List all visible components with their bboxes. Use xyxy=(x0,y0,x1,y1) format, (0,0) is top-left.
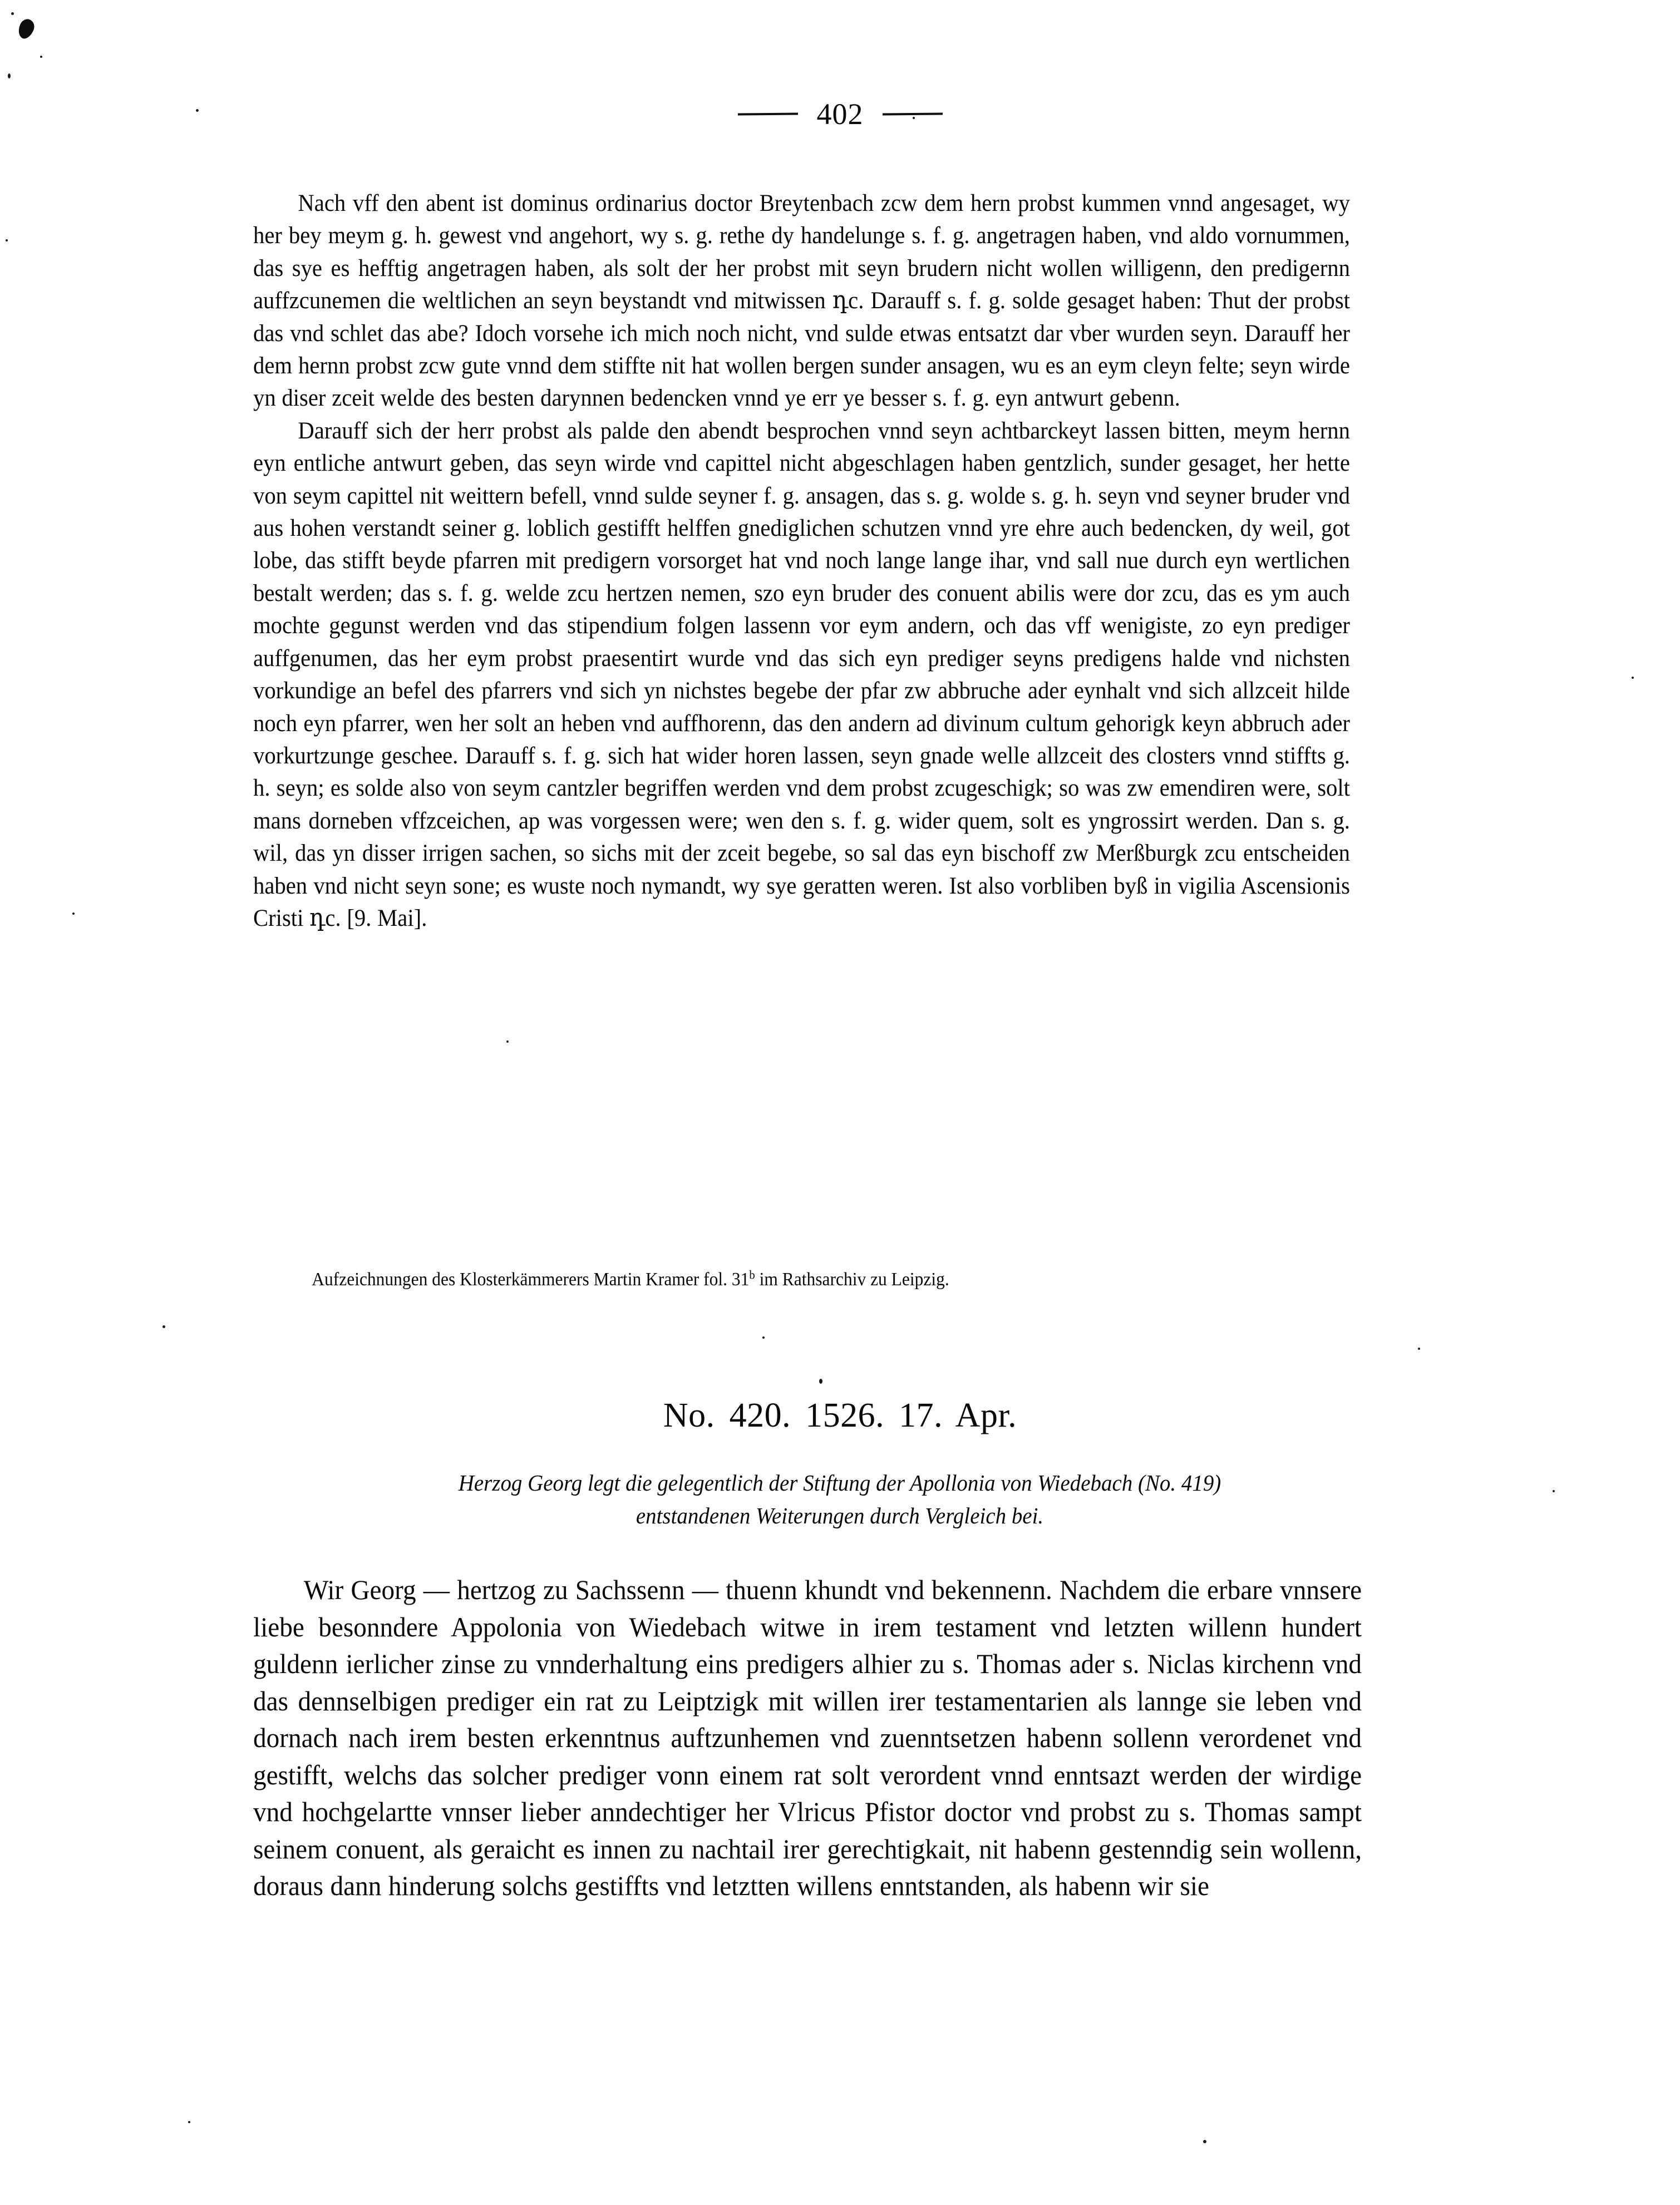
runhead-rule-left xyxy=(737,113,797,116)
scan-speck xyxy=(11,12,14,15)
scan-speck xyxy=(506,1040,509,1043)
document-420-heading: No. 420. 1526. 17. Apr. xyxy=(663,1397,1017,1434)
scan-speck xyxy=(162,1325,165,1328)
document-420-regest xyxy=(283,1467,1397,1532)
scan-speck xyxy=(188,2121,190,2123)
scan-speck xyxy=(819,1379,822,1384)
paragraph: Nach vff den abent ist dominus ordinarius doctor Breytenbach zcw dem hern probst kummen vnnd angesaget, wy her bey meym g. h. gewest vnd angehort, wy s. g. rethe dy handelunge s. f. g. angetragen haben, vnd aldo vornummen, das sye es hefftig angetragen haben, als solt der her probst mit seyn brudern nicht wollen willigenn, den predigernn auffzcunemen die weltlichen an seyn beystandt vnd mitwissen դc. Darauff s. f. g. solde gesaget haben: Thut der probst das vnd schlet das abe? Idoch vorsehe ich mich noch nicht, vnd sulde etwas entsatzt dar vber wurden seyn. Darauff her dem hernn probst zcw gute vnnd dem stiffte nit hat wollen bergen sunder ansagen, wu es an eym cleyn felte; seyn wirde yn diser zceit welde des besten darynnen bedencken vnnd ye err ye besser s. f. g. eyn antwurt gebenn. xyxy=(253,190,1350,412)
scan-speck xyxy=(762,1336,765,1339)
scan-speck xyxy=(72,912,75,915)
regest-line: Herzog Georg legt die gelegentlich der Stiftung der Apollonia von Wiedebach (No. 419) xyxy=(458,1470,1221,1496)
document-419-body xyxy=(253,187,1350,934)
ink-blot-artifact xyxy=(16,17,37,41)
source-citation-text: Aufzeichnungen des Klosterkämmerers Martin Kramer fol. 31 xyxy=(312,1269,750,1290)
scan-speck xyxy=(1203,2140,1206,2143)
scan-speck xyxy=(1632,677,1634,679)
source-citation xyxy=(253,1267,1415,1292)
paragraph: Wir Georg — hertzog zu Sachssenn — thuenn khundt vnd bekennenn. Nachdem die erbare vnnsere liebe besonndere Appolonia von Wiedebach witwe in irem testament vnd letzten willenn hundert guldenn ierlicher zinse zu vnnderhaltung eins predigers alhier zu s. Thomas ader s. Niclas kirchenn vnd das dennselbigen prediger ein rat zu Leiptzigk mit willen irer testamentarien als lannge sie leben vnd dornach nach irem besten erkenntnus auftzunhemen vnd zuenntsetzen habenn sollenn verordenet vnd gestifft, welchs das solcher prediger vonn einem rat solt verordent vnnd enntsazt werden der wirdige vnd hochgelartte vnnser lieber anndechtiger her Vlricus Pfistor doctor vnd probst zu s. Thomas sampt seinem conuent, als geraicht es innen zu nachtail irer gerechtigkait, nit habenn gestenndig sein wollenn, doraus dann hinderung solchs gestiffts vnd letztten willens enntstanden, als habenn wir sie xyxy=(253,1574,1362,1901)
scan-speck xyxy=(40,56,42,58)
page-number: 402 xyxy=(816,97,864,131)
document-420-body xyxy=(253,1571,1362,1905)
regest-line: entstandenen Weiterungen durch Vergleich bei. xyxy=(635,1503,1044,1528)
scan-speck xyxy=(1418,1348,1420,1350)
running-head xyxy=(0,99,1680,129)
source-citation-tail: im Rathsarchiv zu Leipzig. xyxy=(755,1269,949,1290)
runhead-rule-right xyxy=(882,113,942,116)
scan-speck xyxy=(6,239,8,241)
scan-speck xyxy=(8,73,11,78)
paragraph: Darauff sich der herr probst als palde den abendt besprochen vnnd seyn achtbarckeyt lassen bitten, meym hernn eyn entliche antwurt geben, das seyn wirde vnd capittel nicht abgeschlagen haben gentzlich, sunder gesaget, her hette von seym capittel nit weittern befell, vnnd sulde seyner f. g. ansagen, das s. g. wolde s. g. h. seyn vnd seyner bruder vnd aus hohen verstandt seiner g. loblich gestifft helffen gnediglichen schutzen vnnd yre ehre auch bedencken, dy weil, got lobe, das stifft beyde pfarren mit predigern vorsorget hat vnd noch lange lange ihar, vnd sall nue durch eyn wertlichen bestalt werden; das s. f. g. welde zcu hertzen nemen, szo eyn bruder des conuent abilis were dor zcu, das es ym auch mochte gegunst werden vnd das stipendium folgen lassenn vor eym andern, och das vff wenigiste, zo eyn prediger auffgenumen, das her eym probst praesentirt wurde vnd das sich eyn prediger seyns predigens halde vnd nichsten vorkundige an befel des pfarrers vnd sich yn nichstes begebe der pfar zw abbruche ader eynhalt vnd sich allzceit hilde noch eyn pfarrer, wen her solt an heben vnd auffhorenn, das den andern ad divinum cultum gehorigk keyn abbruch ader vorkurtzunge geschee. Darauff s. f. g. sich hat wider horen lassen, seyn gnade welle allzceit des closters vnnd stiffts g. h. seyn; es solde also von seym cantzler begriffen werden vnd dem probst zcugeschigk; so was zw emendiren were, solt mans dorneben vffzceichen, ap was vorgessen were; wen den s. f. g. wider quem, solt es yngrossirt werden. Dan s. g. wil, das yn disser irrigen sachen, so sichs mit der zceit begebe, so sal das eyn bischoff zw Merßburgk zcu entscheiden haben vnd nicht seyn sone; es wuste noch nymandt, wy sye geratten weren. Ist also vorbliben byß in vigilia Ascensionis Cristi դc. [9. Mai]. xyxy=(253,417,1350,931)
folio-superscript: b xyxy=(749,1267,755,1282)
scan-speck xyxy=(1553,1490,1555,1492)
